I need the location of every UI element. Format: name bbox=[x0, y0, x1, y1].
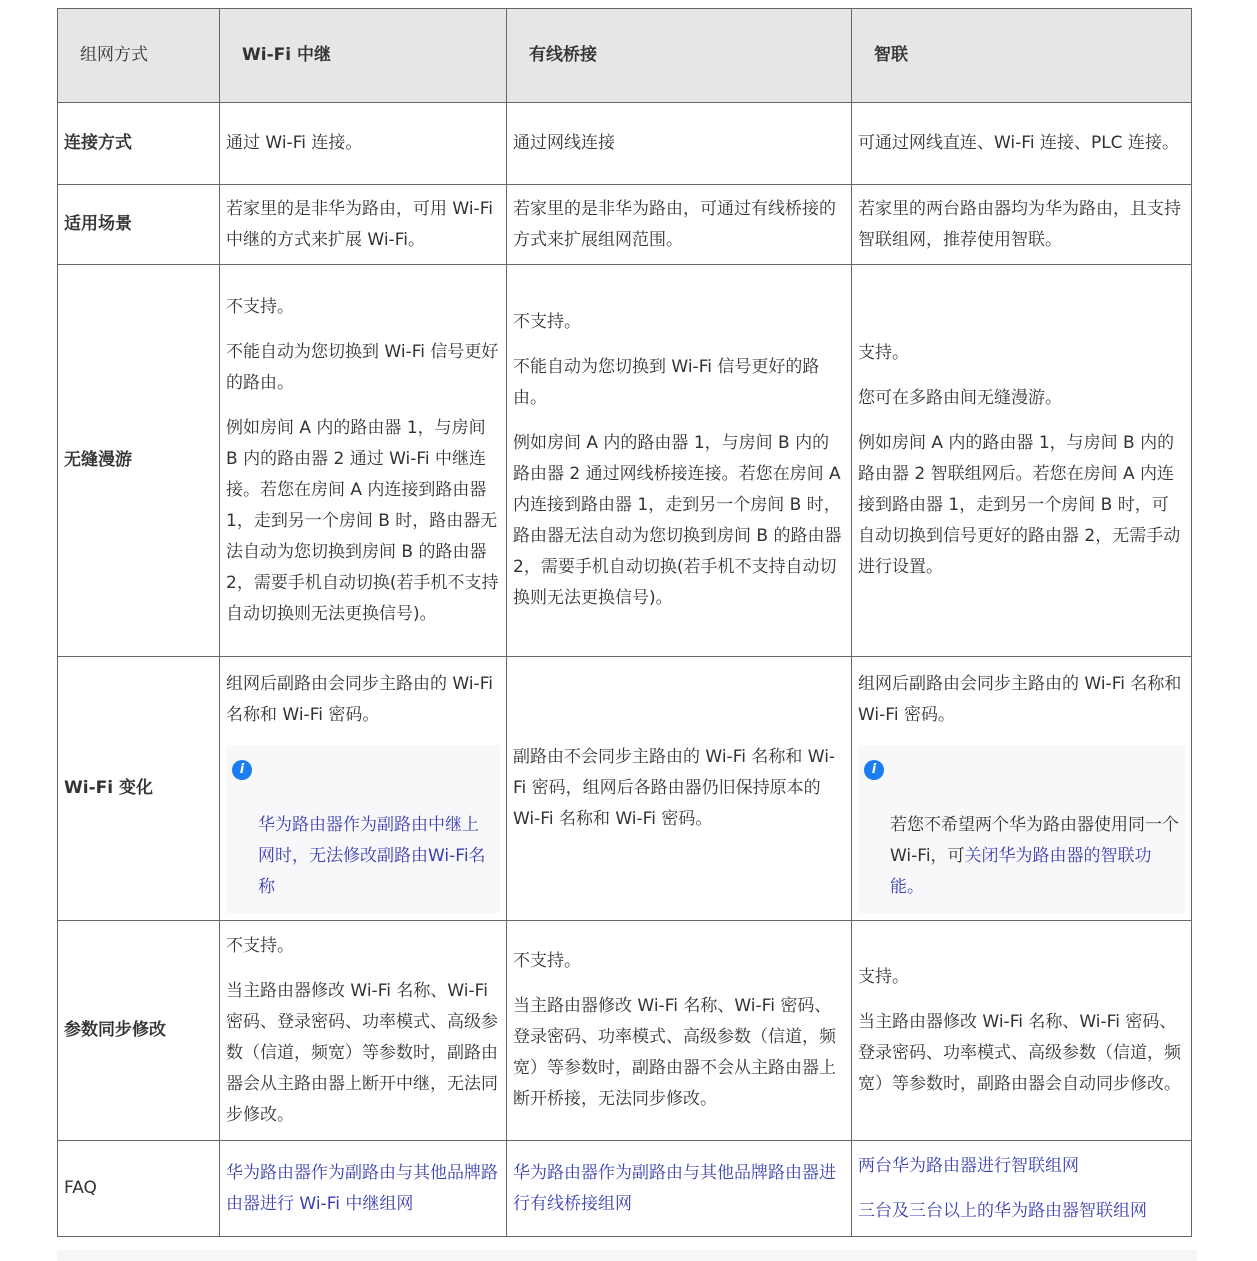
faq-link[interactable]: 两台华为路由器进行智联组网 bbox=[858, 1155, 1079, 1176]
row-label: 无缝漫游 bbox=[58, 265, 220, 657]
table-row bbox=[58, 185, 1192, 265]
cell-text: 通过网线连接 bbox=[513, 133, 615, 153]
cell bbox=[220, 657, 507, 921]
cell-text: 不支持。 bbox=[226, 296, 294, 317]
cell-text: 组网后副路由会同步主路由的 Wi-Fi 名称和 Wi-Fi 密码。 bbox=[226, 674, 493, 725]
cell-text: 若家里的是非华为路由，可用 Wi-Fi 中继的方式来扩展 Wi-Fi。 bbox=[226, 198, 493, 250]
cell-text: 副路由不会同步主路由的 Wi-Fi 名称和 Wi-Fi 密码，组网后各路由器仍旧保持原本的 Wi-Fi 名称和 Wi-Fi 密码。 bbox=[513, 747, 836, 829]
cell-text: 不支持。 bbox=[513, 951, 581, 971]
cell-text: 例如房间 A 内的路由器 1，与房间 B 内的路由器 2 智联组网后。若您在房间 A 内连接到路由器 1，走到另一个房间 B 时，可自动切换到信号更好的路由器 2，无需手动进行设置。 bbox=[858, 433, 1181, 577]
cell-text: 当主路由器修改 Wi-Fi 名称、Wi-Fi 密码、登录密码、功率模式、高级参数（信道，频宽）等参数时，副路由器会自动同步修改。 bbox=[858, 1011, 1181, 1094]
header-wired-bridge: 有线桥接 bbox=[507, 9, 852, 103]
cell-text: 若家里的两台路由器均为华为路由，且支持智联组网，推荐使用智联。 bbox=[858, 198, 1181, 250]
cell bbox=[220, 185, 507, 265]
cell-text: 组网后副路由会同步主路由的 Wi-Fi 名称和 Wi-Fi 密码。 bbox=[858, 674, 1182, 725]
table-row bbox=[58, 265, 1192, 657]
table-row bbox=[58, 657, 1192, 921]
row-label: 连接方式 bbox=[58, 103, 220, 185]
cell bbox=[220, 921, 507, 1141]
disable-smart-link-link[interactable]: 关闭华为路由器的智联功能。 bbox=[890, 846, 1152, 897]
cell-text: 通过 Wi-Fi 连接。 bbox=[226, 133, 363, 153]
cell-text: 可通过网线直连、Wi-Fi 连接、PLC 连接。 bbox=[858, 133, 1179, 153]
note-link[interactable]: 华为路由器作为副路由中继上网时，无法修改副路由Wi-Fi名称 bbox=[258, 815, 486, 897]
cell-text: 当主路由器修改 Wi-Fi 名称、Wi-Fi 密码、登录密码、功率模式、高级参数（信道，频宽）等参数时，副路由器不会从主路由器上断开桥接，无法同步修改。 bbox=[513, 996, 836, 1109]
cell bbox=[507, 921, 852, 1141]
info-icon: i bbox=[232, 760, 252, 780]
row-label: 适用场景 bbox=[58, 185, 220, 265]
header-smart-link: 智联 bbox=[852, 9, 1192, 103]
cell bbox=[507, 265, 852, 657]
faq-link[interactable]: 三台及三台以上的华为路由器智联组网 bbox=[858, 1200, 1147, 1221]
bottom-divider bbox=[57, 1250, 1197, 1261]
cell-text: 支持。 bbox=[858, 966, 909, 987]
cell bbox=[507, 657, 852, 921]
faq-link[interactable]: 华为路由器作为副路由与其他品牌路由器进行 Wi-Fi 中继组网 bbox=[226, 1162, 498, 1214]
cell-text: 您可在多路由间无缝漫游。 bbox=[858, 388, 1062, 408]
header-method: 组网方式 bbox=[58, 9, 220, 103]
cell bbox=[852, 185, 1192, 265]
cell bbox=[220, 1141, 507, 1237]
info-note bbox=[226, 745, 500, 913]
cell bbox=[507, 185, 852, 265]
cell-text: 若家里的是非华为路由，可通过有线桥接的方式来扩展组网范围。 bbox=[513, 198, 836, 250]
table-row bbox=[58, 1141, 1192, 1237]
cell-text: 不能自动为您切换到 Wi-Fi 信号更好的路由。 bbox=[226, 341, 499, 393]
table-row bbox=[58, 103, 1192, 185]
table-row bbox=[58, 921, 1192, 1141]
cell-text: 不支持。 bbox=[226, 935, 294, 956]
faq-link[interactable]: 华为路由器作为副路由与其他品牌路由器进行有线桥接组网 bbox=[513, 1162, 836, 1214]
info-note bbox=[858, 745, 1185, 913]
row-label: FAQ bbox=[58, 1141, 220, 1237]
cell-text: 不能自动为您切换到 Wi-Fi 信号更好的路由。 bbox=[513, 357, 820, 408]
note-text: 若您不希望两个华为路由器使用同一个 Wi-Fi，可 bbox=[890, 815, 1179, 866]
cell-text: 例如房间 A 内的路由器 1，与房间 B 内的路由器 2 通过 Wi-Fi 中继连接。若您在房间 A 内连接到路由器 1，走到另一个房间 B 时，路由器无法自动为您切换到房间 B 的路由器 2，需要手机自动切换(若手机不支持自动切换则无法更换信号)。 bbox=[226, 417, 499, 624]
networking-comparison-table bbox=[57, 8, 1192, 1237]
cell bbox=[852, 921, 1192, 1141]
row-label: 参数同步修改 bbox=[58, 921, 220, 1141]
cell bbox=[852, 657, 1192, 921]
cell-text: 例如房间 A 内的路由器 1，与房间 B 内的路由器 2 通过网线桥接连接。若您在房间 A 内连接到路由器 1，走到另一个房间 B 时，路由器无法自动为您切换到房间 B 的路由器 2，需要手机自动切换(若手机不支持自动切换则无法更换信号)。 bbox=[513, 433, 842, 608]
header-wifi-repeater: Wi-Fi 中继 bbox=[220, 9, 507, 103]
cell bbox=[220, 103, 507, 185]
cell bbox=[220, 265, 507, 657]
cell bbox=[852, 1141, 1192, 1237]
cell-text: 支持。 bbox=[858, 343, 909, 363]
cell bbox=[507, 1141, 852, 1237]
cell-text: 不支持。 bbox=[513, 312, 581, 332]
cell bbox=[507, 103, 852, 185]
cell bbox=[852, 265, 1192, 657]
info-icon: i bbox=[864, 760, 884, 780]
cell-text: 当主路由器修改 Wi-Fi 名称、Wi-Fi 密码、登录密码、功率模式、高级参数（信道，频宽）等参数时，副路由器会从主路由器上断开中继，无法同步修改。 bbox=[226, 980, 498, 1125]
row-label: Wi-Fi 变化 bbox=[58, 657, 220, 921]
cell bbox=[852, 103, 1192, 185]
header-row bbox=[58, 9, 1192, 103]
